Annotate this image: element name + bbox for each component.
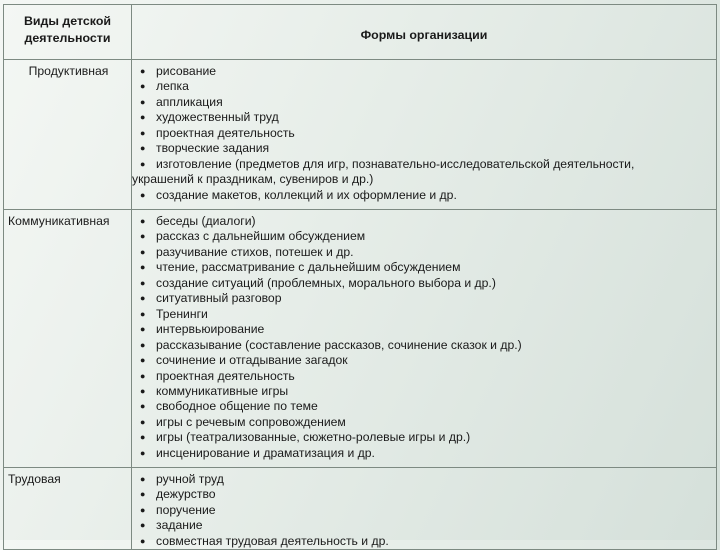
bullet-icon: ● bbox=[140, 189, 146, 200]
list-item: ● коммуникативные игры bbox=[140, 383, 289, 398]
bullet-icon: ● bbox=[140, 447, 146, 458]
list-item: ● проектная деятельность bbox=[140, 125, 295, 140]
list-item: ● создание ситуаций (проблемных, морального выбора и др.) bbox=[140, 275, 496, 290]
bullet-icon: ● bbox=[140, 370, 146, 381]
bullet-icon: ● bbox=[140, 474, 146, 484]
bullet-icon: ● bbox=[140, 401, 146, 412]
bullet-icon: ● bbox=[140, 339, 146, 350]
list-item: ● сочинение и отгадывание загадок bbox=[140, 353, 348, 368]
list-item: ● дежурство bbox=[140, 487, 216, 502]
table-row-labor bbox=[4, 468, 717, 550]
bullet-icon: ● bbox=[140, 143, 146, 154]
list-item: ● рассказывание (составление рассказов, сочинение сказок и др.) bbox=[140, 337, 522, 352]
list-item: ● ситуативный разговор bbox=[140, 291, 282, 306]
bullet-icon: ● bbox=[140, 308, 146, 319]
category-communicative: Коммуникативная bbox=[4, 210, 132, 468]
forms-cell-communicative bbox=[132, 210, 717, 468]
activity-forms-table bbox=[3, 4, 717, 550]
list-item: ● совместная трудовая деятельность и др. bbox=[140, 533, 389, 548]
bullet-icon: ● bbox=[140, 504, 146, 515]
list-item: ● интервьюирование bbox=[140, 322, 265, 337]
bullet-icon: ● bbox=[140, 216, 146, 226]
list-item-continuation: украшений к праздникам, сувениров и др.) bbox=[132, 172, 374, 187]
list-item: ● художественный труд bbox=[140, 110, 279, 125]
list-item: ● игры (театрализованные, сюжетно-ролевые игры и др.) bbox=[140, 430, 471, 445]
list-item: ● поручение bbox=[140, 502, 216, 517]
list-item: ● лепка bbox=[140, 79, 189, 94]
forms-cell-labor bbox=[132, 468, 717, 550]
list-item: ● ручной труд bbox=[140, 472, 224, 486]
bullet-icon: ● bbox=[140, 246, 146, 257]
list-item: ● игры с речевым сопровождением bbox=[140, 414, 346, 429]
list-item: ● свободное общение по теме bbox=[140, 399, 318, 414]
bullet-icon: ● bbox=[140, 324, 146, 335]
bullet-icon: ● bbox=[140, 112, 146, 123]
table-header-row bbox=[4, 5, 717, 60]
table-row-productive bbox=[4, 60, 717, 210]
bullet-icon: ● bbox=[140, 277, 146, 288]
bullet-icon: ● bbox=[140, 520, 146, 531]
list-item: ● беседы (диалоги) bbox=[140, 214, 256, 228]
list-item: ● изготовление (предметов для игр, познавательно-исследовательской деятельности, bbox=[140, 156, 635, 171]
list-item: ● чтение, рассматривание с дальнейшим обсуждением bbox=[140, 260, 461, 275]
list-item: ● рассказ с дальнейшим обсуждением bbox=[140, 229, 366, 244]
bullet-icon: ● bbox=[140, 81, 146, 92]
forms-list-productive bbox=[132, 60, 716, 203]
bullet-icon: ● bbox=[140, 416, 146, 427]
bullet-icon: ● bbox=[140, 535, 146, 546]
list-item: ● рисование bbox=[140, 64, 217, 78]
bullet-icon: ● bbox=[140, 66, 146, 76]
header-organization-forms: Формы организации bbox=[132, 5, 717, 60]
bullet-icon: ● bbox=[140, 432, 146, 443]
bullet-icon: ● bbox=[140, 96, 146, 107]
forms-list-labor bbox=[132, 468, 716, 549]
category-labor: Трудовая bbox=[4, 468, 132, 550]
bullet-icon: ● bbox=[140, 293, 146, 304]
table-row-communicative bbox=[4, 210, 717, 468]
list-item: ● творческие задания bbox=[140, 141, 270, 156]
bullet-icon: ● bbox=[140, 489, 146, 500]
bullet-icon: ● bbox=[140, 158, 146, 169]
bullet-icon: ● bbox=[140, 231, 146, 242]
list-item: ● проектная деятельность bbox=[140, 368, 295, 383]
bullet-icon: ● bbox=[140, 355, 146, 366]
category-productive: Продуктивная bbox=[4, 60, 132, 210]
bullet-icon: ● bbox=[140, 262, 146, 273]
forms-list-communicative bbox=[132, 210, 716, 461]
list-item: ● задание bbox=[140, 518, 203, 533]
list-item: ● Тренинги bbox=[140, 306, 208, 321]
list-item: ● создание макетов, коллекций и их оформление и др. bbox=[140, 187, 457, 202]
list-item: ● разучивание стихов, потешек и др. bbox=[140, 244, 354, 259]
list-item: ● аппликация bbox=[140, 94, 223, 109]
list-item: ● инсценирование и драматизация и др. bbox=[140, 445, 375, 460]
bullet-icon: ● bbox=[140, 127, 146, 138]
header-activity-types: Виды детской деятельности bbox=[4, 5, 132, 60]
forms-cell-productive bbox=[132, 60, 717, 210]
bullet-icon: ● bbox=[140, 385, 146, 396]
